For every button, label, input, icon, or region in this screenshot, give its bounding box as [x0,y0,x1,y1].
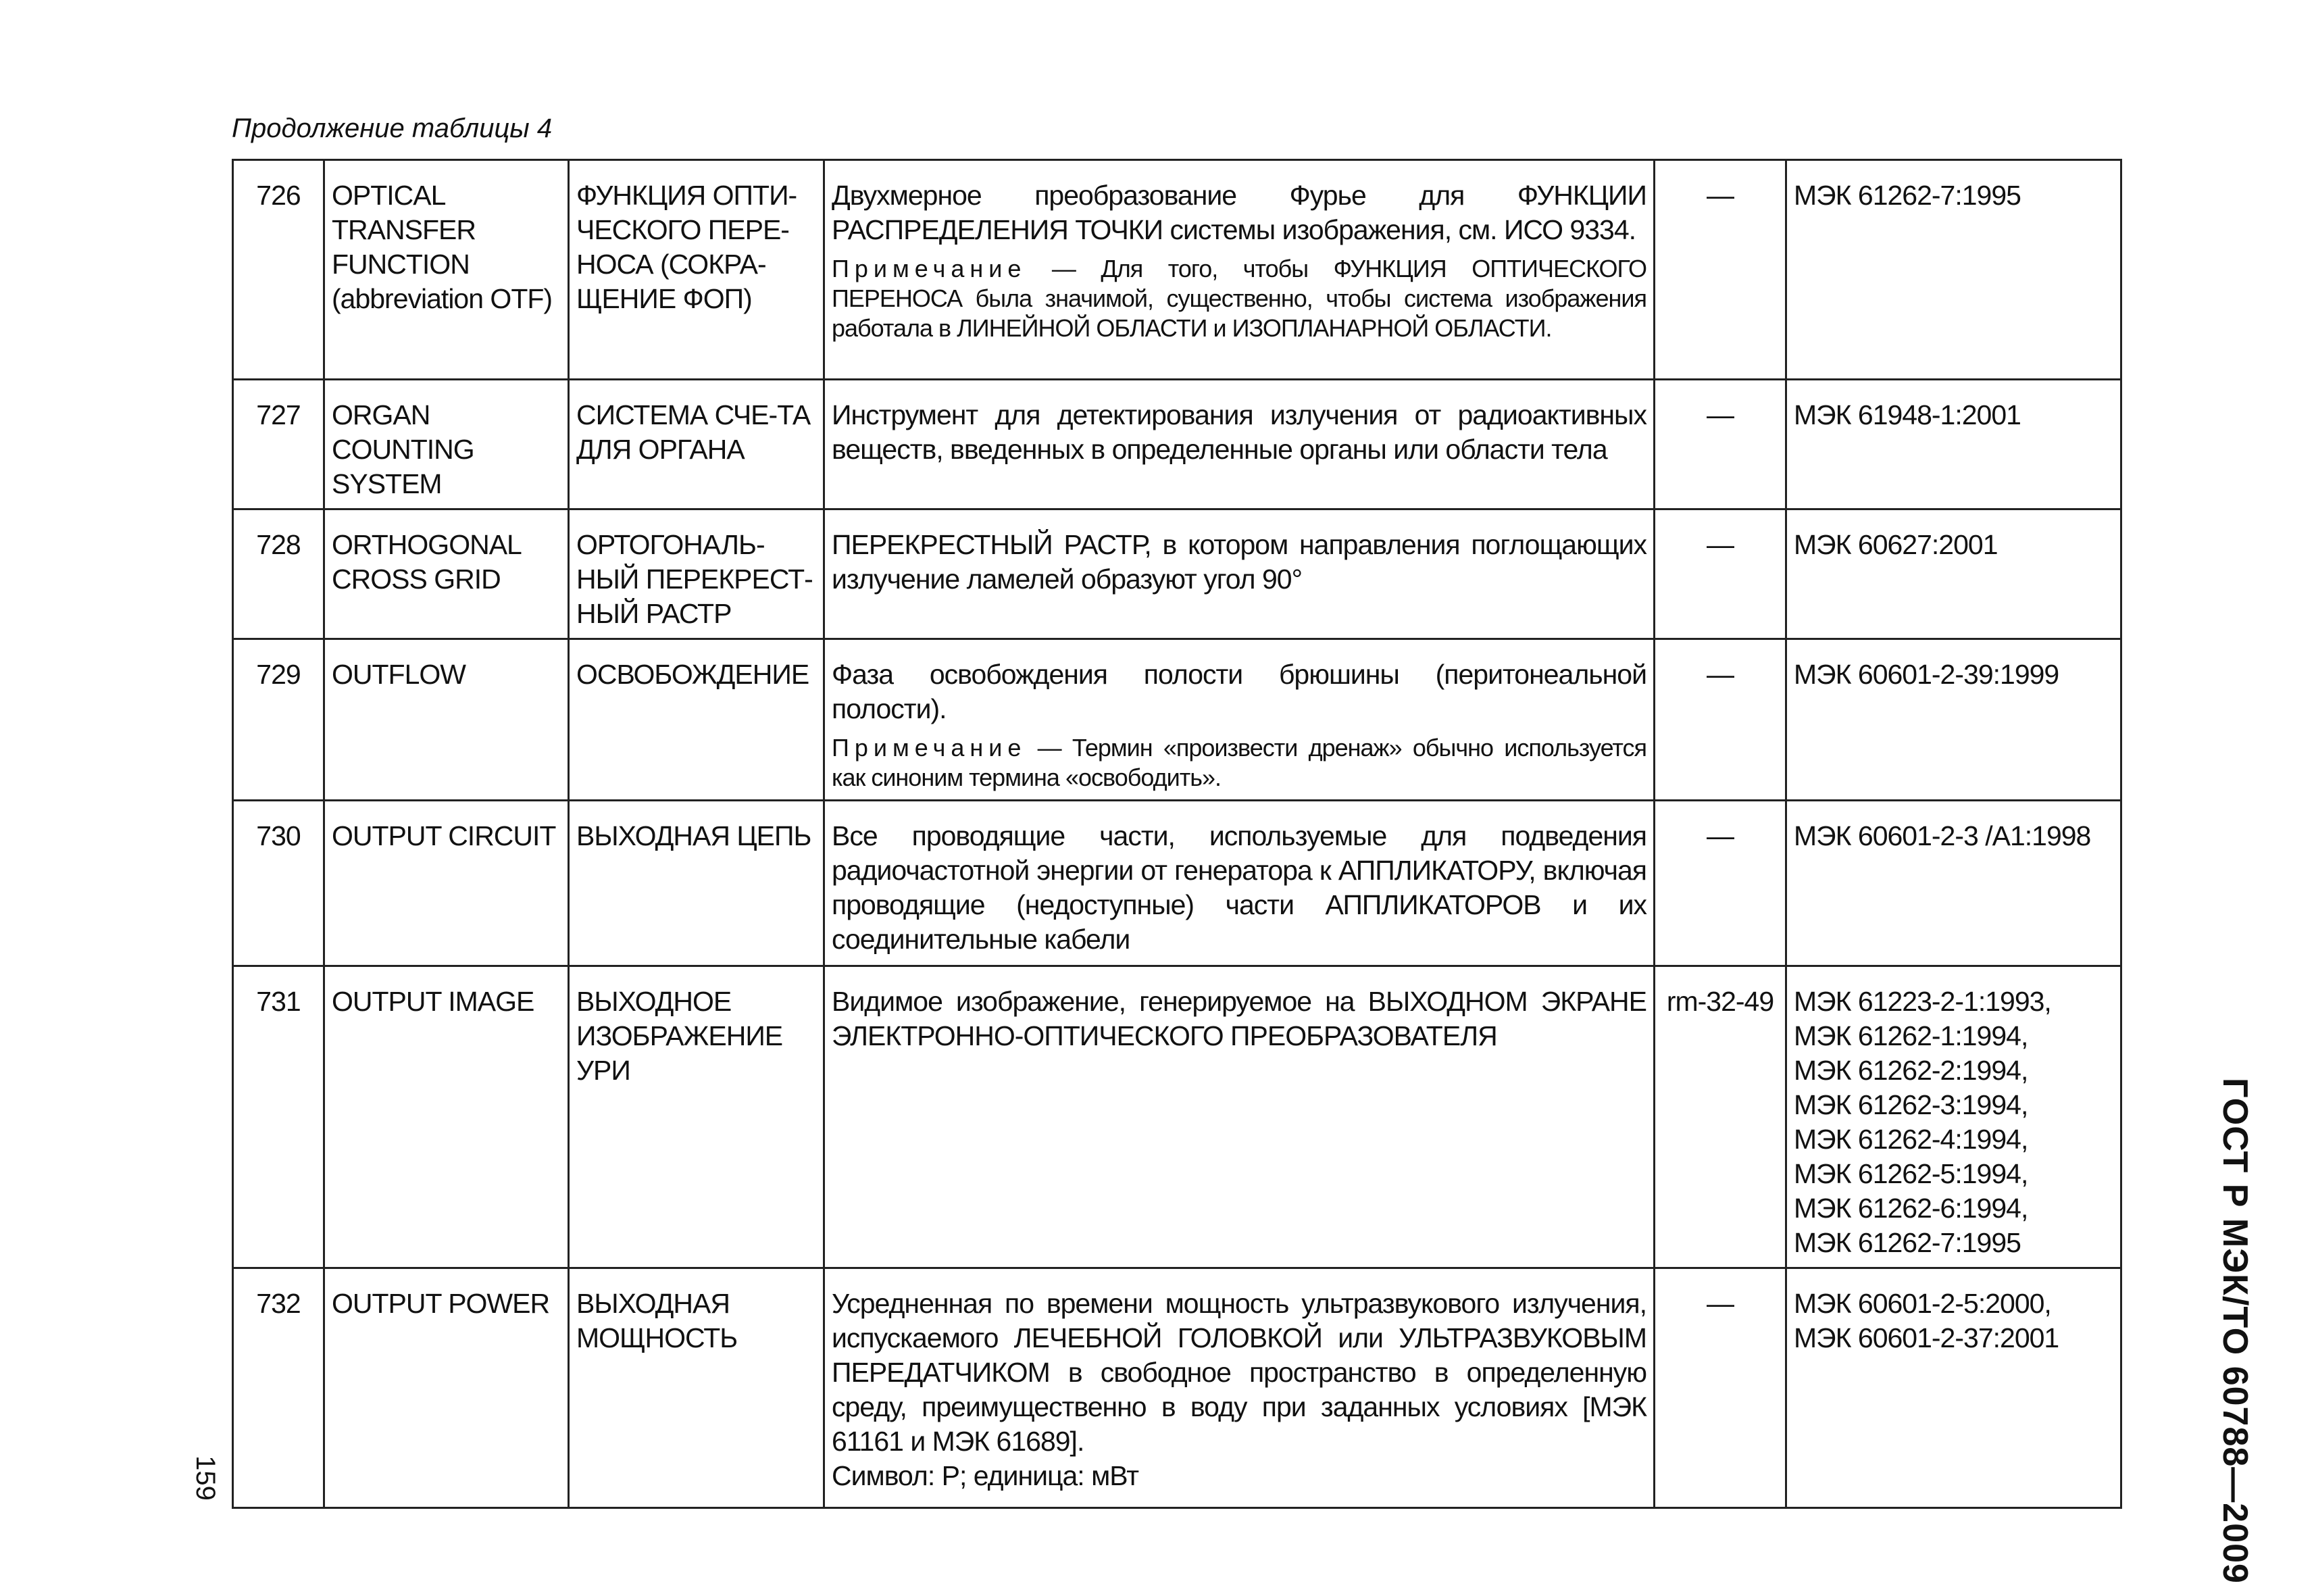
term-definition [824,160,1655,380]
term-symbol: — [1655,160,1786,380]
table-row [233,639,2121,801]
table-row [233,1268,2121,1508]
term-definition [824,509,1655,639]
term-source: МЭК 60601-2-39:1999 [1786,639,2121,801]
definition-text: Усредненная по времени мощность ультразвукового излучения, испускаемого ЛЕЧЕБНОЙ ГОЛОВКОЙ или УЛЬТРАЗВУКОВЫМ ПЕРЕДАТЧИКОМ в свободное пространство в определенную среду, преимущественно в воду при заданных условиях [МЭК 61161 и МЭК 61689]. Символ: P; единица: мВт [832,1288,1646,1491]
term-number: 727 [233,380,324,509]
term-symbol: — [1655,509,1786,639]
term-english: OUTFLOW [324,639,569,801]
definition-text: Видимое изображение, генерируемое на ВЫХОДНОМ ЭКРАНЕ ЭЛЕКТРОННО-ОПТИЧЕСКОГО ПРЕОБРАЗОВАТЕЛЯ [832,986,1646,1051]
term-source: МЭК 61223-2-1:1993, МЭК 61262-1:1994, МЭК 61262-2:1994, МЭК 61262-3:1994, МЭК 61262-4:1994, МЭК 61262-5:1994, МЭК 61262-6:1994, МЭК 61262-7:1995 [1786,966,2121,1268]
term-russian: ФУНКЦИЯ ОПТИ-ЧЕСКОГО ПЕРЕ-НОСА (СОКРА-ЩЕНИЕ ФОП) [569,160,824,380]
term-number: 731 [233,966,324,1268]
terms-table [232,159,2122,1509]
term-definition [824,966,1655,1268]
term-symbol: rm-32-49 [1655,966,1786,1268]
definition-note [832,733,1646,793]
term-russian: ВЫХОДНАЯ МОЩНОСТЬ [569,1268,824,1508]
table-row [233,966,2121,1268]
term-russian: ВЫХОДНАЯ ЦЕПЬ [569,801,824,966]
term-english: OUTPUT POWER [324,1268,569,1508]
term-source: МЭК 61948-1:2001 [1786,380,2121,509]
term-english: ORTHOGONAL CROSS GRID [324,509,569,639]
table-row [233,801,2121,966]
definition-text: ПЕРЕКРЕСТНЫЙ РАСТР, в котором направления поглощающих излучение ламелей образуют угол 90° [832,529,1646,595]
term-source: МЭК 61262-7:1995 [1786,160,2121,380]
table-row [233,160,2121,380]
term-russian: ОРТОГОНАЛЬ-НЫЙ ПЕРЕКРЕСТ-НЫЙ РАСТР [569,509,824,639]
term-number: 726 [233,160,324,380]
page-number: 159 [190,1455,220,1501]
table-caption: Продолжение таблицы 4 [232,114,553,143]
term-russian: СИСТЕМА СЧЕ-ТА ДЛЯ ОРГАНА [569,380,824,509]
term-definition [824,639,1655,801]
term-russian: ОСВОБОЖДЕНИЕ [569,639,824,801]
term-definition [824,380,1655,509]
table-row [233,380,2121,509]
definition-note [832,254,1646,343]
term-number: 729 [233,639,324,801]
term-symbol: — [1655,380,1786,509]
definition-text: Фаза освобождения полости брюшины (перитонеальной полости). [832,659,1646,724]
term-definition [824,1268,1655,1508]
term-english: ORGAN COUNTING SYSTEM [324,380,569,509]
term-english: OUTPUT CIRCUIT [324,801,569,966]
note-label: Примечание [832,255,1027,282]
term-symbol: — [1655,801,1786,966]
term-symbol: — [1655,1268,1786,1508]
term-source: МЭК 60627:2001 [1786,509,2121,639]
table-row [233,509,2121,639]
definition-text: Инструмент для детектирования излучения от радиоактивных веществ, введенных в определенные органы или области тела [832,399,1646,465]
term-number: 730 [233,801,324,966]
term-source: МЭК 60601-2-5:2000, МЭК 60601-2-37:2001 [1786,1268,2121,1508]
term-number: 728 [233,509,324,639]
term-symbol: — [1655,639,1786,801]
term-english: OPTICAL TRANSFER FUNCTION (abbreviation OTF) [324,160,569,380]
term-number: 732 [233,1268,324,1508]
note-label: Примечание [832,734,1027,762]
term-definition [824,801,1655,966]
note-text: — Термин «произвести дренаж» обычно используется как синоним термина «освободить». [832,734,1646,791]
document-title: ГОСТ Р МЭК/ТО 60788—2009 [2215,1078,2255,1584]
definition-text: Двухмерное преобразование Фурье для ФУНКЦИИ РАСПРЕДЕЛЕНИЯ ТОЧКИ системы изображения, см. ИСО 9334. [832,180,1646,245]
definition-text: Все проводящие части, используемые для подведения радиочастотной энергии от генератора к АППЛИКАТОРУ, включая проводящие (недоступные) части АППЛИКАТОРОВ и их соединительные кабели [832,820,1646,955]
note-text: — Для того, чтобы ФУНКЦИЯ ОПТИЧЕСКОГО ПЕРЕНОСА была значимой, существенно, чтобы система изображения работала в ЛИНЕЙНОЙ ОБЛАСТИ и ИЗОПЛАНАРНОЙ ОБЛАСТИ. [832,255,1646,342]
term-russian: ВЫХОДНОЕ ИЗОБРАЖЕНИЕ УРИ [569,966,824,1268]
term-english: OUTPUT IMAGE [324,966,569,1268]
term-source: МЭК 60601-2-3 /А1:1998 [1786,801,2121,966]
